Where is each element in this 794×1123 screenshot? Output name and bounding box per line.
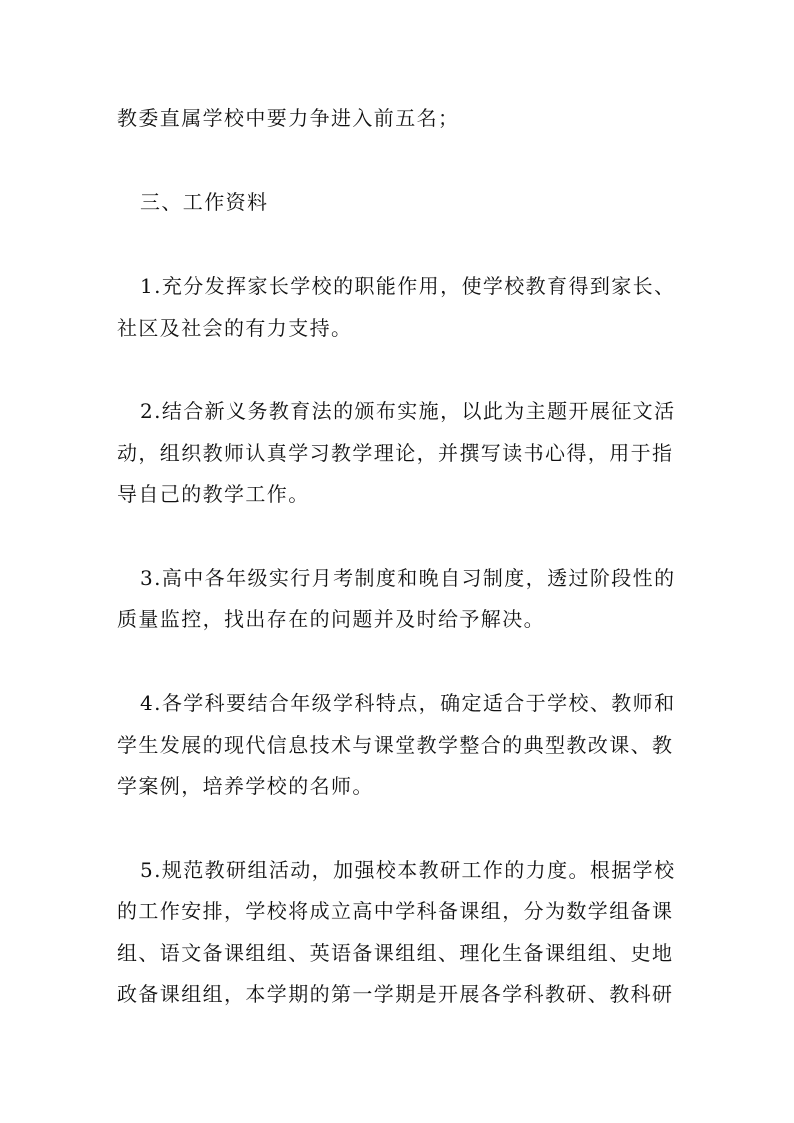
text-line: 质量监控，找出存在的问题并及时给予解决。	[117, 607, 545, 631]
text-line: 学案例，培养学校的名师。	[117, 774, 374, 798]
section-heading: 三、工作资料	[140, 190, 269, 214]
text-line: 导自己的教学工作。	[117, 482, 310, 506]
text-line: 社区及社会的有力支持。	[117, 316, 353, 340]
text-line: 4.各学科要结合年级学科特点，确定适合于学校、教师和	[140, 691, 676, 715]
text-line: 3.高中各年级实行月考制度和晚自习制度，透过阶段性的	[140, 566, 676, 590]
text-line: 教委直属学校中要力争进入前五名；	[117, 106, 460, 130]
text-line: 组、语文备课组组、英语备课组组、理化生备课组组、史地	[117, 941, 674, 965]
text-line: 5.规范教研组活动，加强校本教研工作的力度。根据学校	[140, 858, 676, 882]
text-line: 政备课组组，本学期的第一学期是开展各学科教研、教科研	[117, 982, 674, 1006]
text-line: 动，组织教师认真学习教学理论，并撰写读书心得，用于指	[117, 441, 674, 465]
text-line: 1.充分发挥家长学校的职能作用，使学校教育得到家长、	[140, 274, 676, 298]
text-line: 学生发展的现代信息技术与课堂教学整合的典型教改课、教	[117, 733, 674, 757]
text-line: 2.结合新义务教育法的颁布实施，以此为主题开展征文活	[140, 399, 676, 423]
text-line: 的工作安排，学校将成立高中学科备课组，分为数学组备课	[117, 899, 674, 923]
